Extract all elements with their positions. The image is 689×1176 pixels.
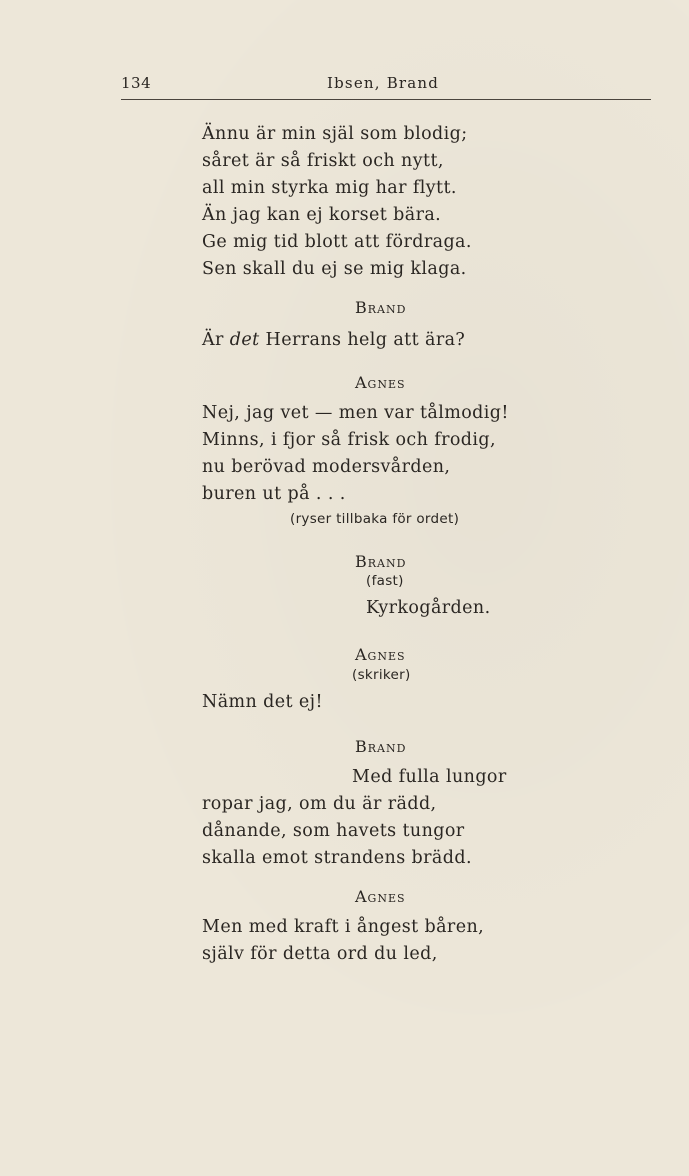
verse-line: Nämn det ej! [202,692,323,712]
verse-text: Är [202,330,230,350]
verse-line: Än jag kan ej korset bära. [202,205,442,225]
verse-line: Sen skall du ej se mig klaga. [202,259,467,279]
speaker-name: Brand [355,737,407,756]
speaker-name: Agnes [355,887,406,906]
stage-direction: (skriker) [352,667,411,683]
speaker-name: Brand [355,552,407,571]
speaker-name: Brand [355,298,407,317]
verse-line: buren ut på . . . [202,484,346,504]
page-header [121,74,651,100]
verse-line: Ge mig tid blott att fördraga. [202,232,472,252]
stage-direction: (ryser tillbaka för ordet) [290,511,460,527]
verse-line: Med fulla lungor [352,767,507,787]
verse-line: såret är så friskt och nytt, [202,151,444,171]
stage-direction: (fast) [366,573,404,589]
verse-text: Herrans helg att ära? [259,330,466,350]
verse-line: själv för detta ord du led, [202,944,438,964]
speaker-name: Agnes [355,645,406,664]
verse-line: dånande, som havets tungor [202,821,465,841]
verse-line [202,330,465,350]
emphasized-word: det [229,330,260,350]
page-number: 134 [121,74,152,92]
verse-line: Men med kraft i ångest båren, [202,917,485,937]
verse-line: Minns, i fjor så frisk och frodig, [202,430,496,450]
verse-line: Kyrkogården. [366,598,491,618]
header-rule [121,99,651,100]
speaker-name: Agnes [355,373,406,392]
verse-line: all min styrka mig har flytt. [202,178,457,198]
running-title: Ibsen, Brand [327,74,440,92]
verse-line: skalla emot strandens brädd. [202,848,472,868]
verse-line: nu berövad modersvården, [202,457,451,477]
verse-line: Nej, jag vet — men var tålmodig! [202,403,509,423]
verse-line: Ännu är min själ som blodig; [202,124,468,144]
verse-line: ropar jag, om du är rädd, [202,794,437,814]
